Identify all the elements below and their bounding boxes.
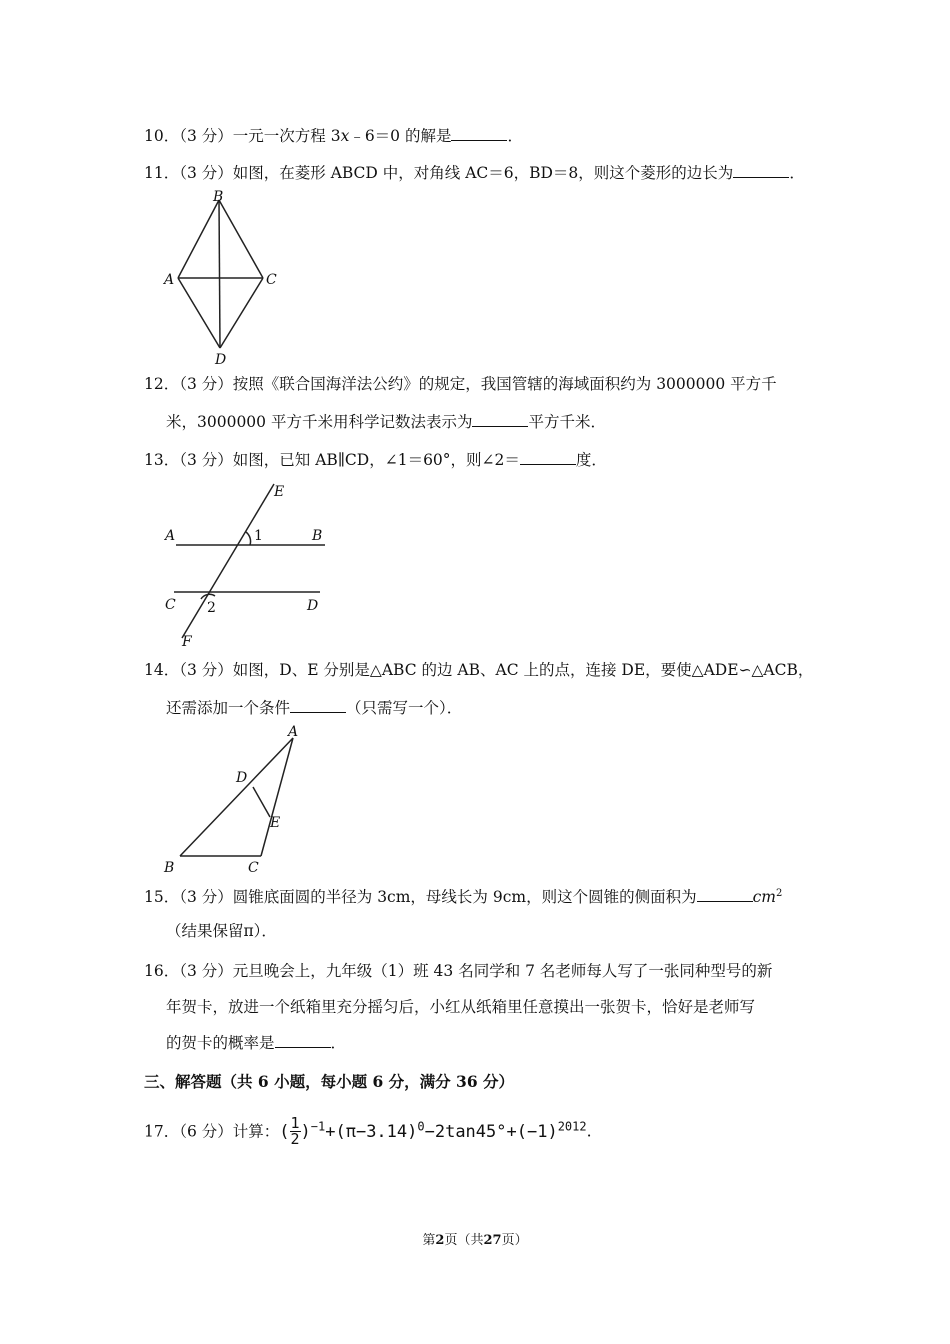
question-16-cont-2: 的贺卡的概率是 ．	[166, 1031, 346, 1054]
side-ab	[180, 738, 293, 856]
label-e: E	[274, 484, 285, 500]
answer-blank[interactable]	[451, 124, 507, 141]
label-angle-1: 1	[254, 528, 263, 544]
answer-blank[interactable]	[733, 161, 789, 178]
question-11: 11．（3 分）如图，在菱形 ABCD 中，对角线 AC＝6，BD＝8，则这个菱形的边长为 ．	[144, 161, 805, 184]
label-e: E	[270, 815, 281, 831]
question-17: 17．（6 分）计算：( $\frac{1}{2}$ )$^{-1}+(\pi-3.14)^0-2\tan 45^\circ+(-1)^{2012}$.	[144, 1114, 592, 1149]
side-ab	[178, 200, 219, 278]
label-b: B	[312, 528, 323, 544]
label-c: C	[248, 860, 259, 876]
angle-1-arc	[246, 532, 251, 545]
side-cd	[220, 278, 263, 348]
expression: ( $\frac{1}{2}$ )$^{-1}+(\pi-3.14)^0-2\tan 45^\circ+(-1)^{2012}$	[279, 1114, 587, 1149]
question-15-cont: （结果保留π）．	[166, 922, 277, 940]
question-14-cont: 还需添加一个条件 （只需写一个）．	[166, 696, 462, 719]
angle-2-arc	[201, 594, 215, 599]
side-da	[178, 278, 220, 348]
question-15: 15．（3 分）圆锥底面圆的半径为 3cm，母线长为 9cm，则这个圆锥的侧面积为 $cm^2$	[144, 883, 782, 908]
side-bc	[219, 200, 263, 278]
label-a: A	[165, 528, 176, 544]
triangle-figure	[160, 722, 320, 882]
question-10: 10．（3 分）一元一次方程 3x﹣6＝0 的解是 ．	[144, 124, 523, 147]
transversal-ef	[182, 484, 274, 638]
question-16-cont-1: 年贺卡，放进一个纸箱里充分摇匀后，小红从纸箱里任意摸出一张贺卡，恰好是老师写	[166, 998, 756, 1016]
rhombus-svg	[160, 188, 290, 368]
section-heading: 三、解答题（共 6 小题，每小题 6 分，满分 36 分）	[144, 1072, 515, 1091]
label-f: F	[182, 634, 192, 650]
label-c: C	[266, 272, 277, 288]
answer-blank[interactable]	[520, 448, 576, 465]
diagonal-bd	[219, 200, 220, 348]
answer-blank[interactable]	[697, 885, 753, 902]
label-d: D	[236, 770, 248, 786]
answer-blank[interactable]	[472, 410, 528, 427]
label-c: C	[165, 597, 176, 613]
question-12-cont: 米，3000000 平方千米用科学记数法表示为 平方千米．	[166, 410, 606, 433]
parallel-lines-svg	[160, 478, 340, 650]
label-a: A	[288, 724, 299, 740]
question-14: 14．（3 分）如图，D、E 分别是△ABC 的边 AB、AC 上的点，连接 DE，要使△ADE∽△ACB，	[144, 661, 814, 679]
label-a: A	[164, 272, 175, 288]
label-angle-2: 2	[207, 600, 216, 616]
parallel-lines-figure	[160, 478, 340, 654]
label-b: B	[213, 189, 224, 205]
answer-blank[interactable]	[290, 696, 346, 713]
triangle-svg	[160, 722, 320, 878]
question-12: 12．（3 分）按照《联合国海洋法公约》的规定，我国管辖的海域面积约为 3000000 平方千	[144, 375, 777, 393]
question-16: 16．（3 分）元旦晚会上，九年级（1）班 43 名同学和 7 名老师每人写了一张同种型号的新	[144, 962, 773, 980]
question-13: 13．（3 分）如图，已知 AB∥CD，∠1＝60°，则∠2＝ 度．	[144, 448, 607, 471]
answer-blank[interactable]	[275, 1031, 331, 1048]
page-footer: 第2页（共27页）	[422, 1233, 528, 1248]
label-d: D	[307, 598, 319, 614]
segment-de	[253, 787, 270, 817]
label-b: B	[164, 860, 175, 876]
label-d: D	[215, 352, 227, 368]
rhombus-figure	[160, 188, 290, 372]
fraction: $\frac{1}{2}$	[290, 1114, 300, 1149]
